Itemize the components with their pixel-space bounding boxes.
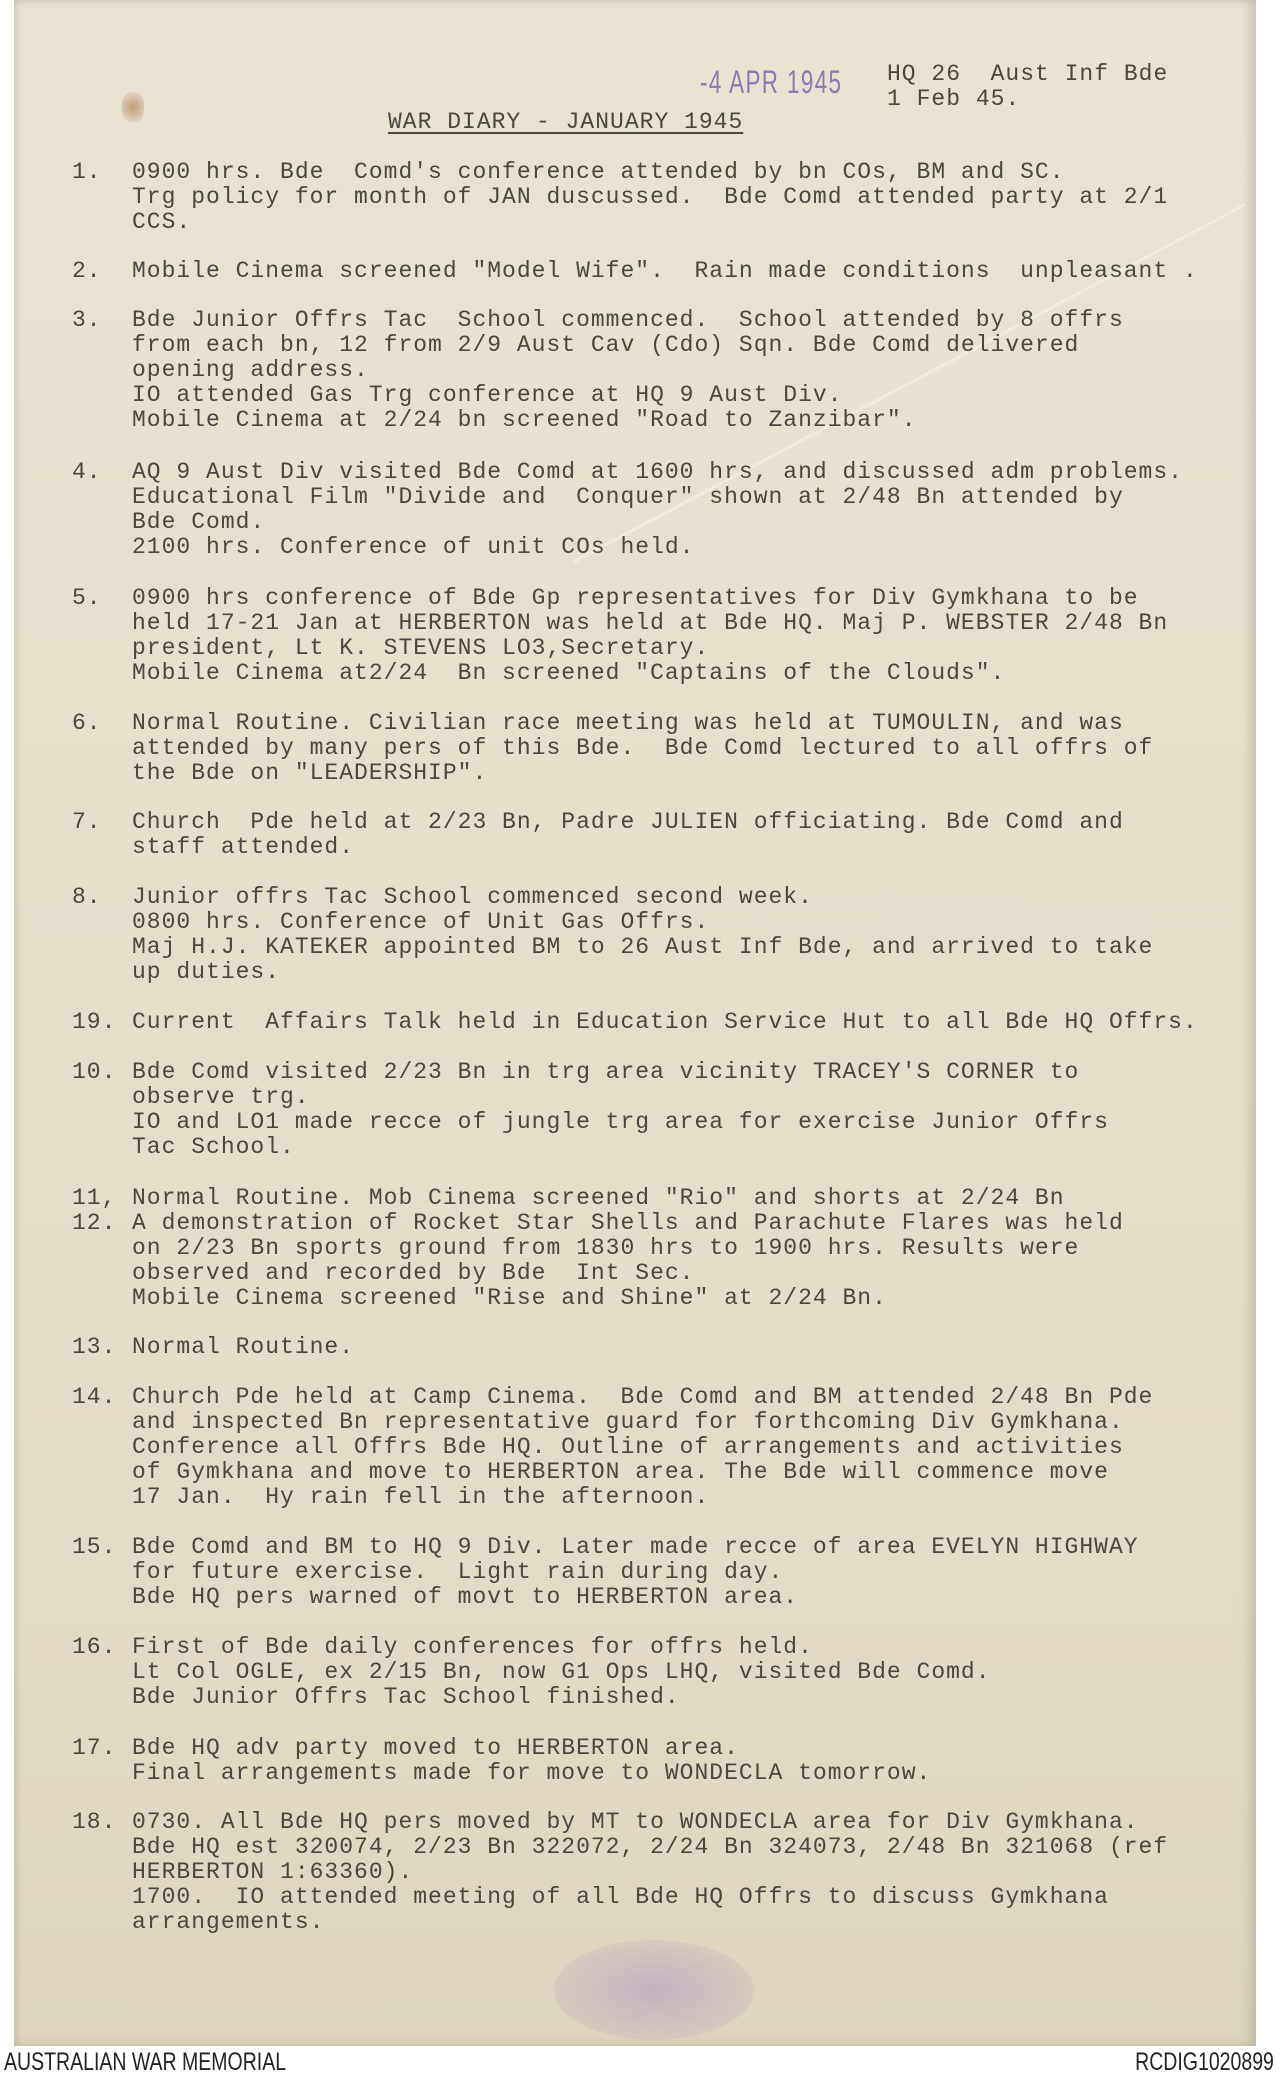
entry-line: HERBERTON 1:63360).: [132, 1859, 414, 1885]
entry-line: 17 Jan. Hy rain fell in the afternoon.: [132, 1484, 710, 1510]
entry-line: Tac School.: [132, 1134, 295, 1160]
entry-line: IO and LO1 made recce of jungle trg area for exercise Junior Offrs: [132, 1109, 1109, 1135]
entry-line: Bde Comd.: [132, 509, 266, 535]
entry-day-number: 18.: [72, 1809, 117, 1835]
entry-line: 2100 hrs. Conference of unit COs held.: [132, 534, 695, 560]
entry-line: CCS.: [132, 209, 192, 235]
entry-day-number: 6.: [72, 710, 102, 736]
entry-line: First of Bde daily conferences for offrs held.: [132, 1634, 813, 1660]
entry-text: [132, 1385, 1153, 1510]
entry-day-number: 17.: [72, 1735, 117, 1761]
entry-day-number: 10.: [72, 1059, 117, 1085]
entry-line: Mobile Cinema screened "Model Wife". Rain made conditions unpleasant .: [132, 258, 1198, 284]
entry-text: [132, 810, 1124, 860]
entry-text: [132, 460, 1183, 560]
entry-line: Bde HQ est 320074, 2/23 Bn 322072, 2/24 Bn 324073, 2/48 Bn 321068 (ref: [132, 1834, 1169, 1860]
entry-day-number: 2.: [72, 258, 102, 284]
entry-text: [132, 1635, 991, 1710]
entry-line: and inspected Bn representative guard for forthcoming Div Gymkhana.: [132, 1409, 1124, 1435]
entry-text: [132, 1211, 1124, 1311]
entry-text: [132, 308, 1124, 433]
entry-text: [132, 1736, 931, 1786]
received-date-stamp: -4 APR 1945: [700, 64, 843, 100]
entry-line: of Gymkhana and move to HERBERTON area. The Bde will commence move: [132, 1459, 1109, 1485]
document-title: WAR DIARY - JANUARY 1945: [388, 109, 744, 135]
entry-day-number: 19.: [72, 1009, 117, 1035]
entry-line: Maj H.J. KATEKER appointed BM to 26 Aust Inf Bde, and arrived to take: [132, 934, 1154, 960]
entry-day-number: 3.: [72, 307, 102, 333]
entry-day-number: 15.: [72, 1534, 117, 1560]
footer-catalogue-id: RCDIG1020899: [1135, 2048, 1274, 2076]
entry-line: from each bn, 12 from 2/9 Aust Cav (Cdo) Sqn. Bde Comd delivered: [132, 332, 1080, 358]
entry-line: AQ 9 Aust Div visited Bde Comd at 1600 hrs, and discussed adm problems.: [132, 459, 1183, 485]
entry-text: [132, 885, 1153, 985]
entry-line: Junior offrs Tac School commenced second week.: [132, 884, 813, 910]
entry-text: [132, 1810, 1168, 1935]
entry-line: staff attended.: [132, 834, 355, 860]
entry-line: on 2/23 Bn sports ground from 1830 hrs to 1900 hrs. Results were: [132, 1235, 1080, 1261]
footer-source: AUSTRALIAN WAR MEMORIAL: [4, 2048, 287, 2076]
entry-line: Educational Film "Divide and Conquer" shown at 2/48 Bn attended by: [132, 484, 1124, 510]
entry-line: observe trg.: [132, 1084, 310, 1110]
entry-line: arrangements.: [132, 1909, 325, 1935]
entry-line: 0900 hrs conference of Bde Gp representatives for Div Gymkhana to be: [132, 585, 1139, 611]
entry-text: [132, 259, 1198, 284]
entry-line: Mobile Cinema screened "Rise and Shine" at 2/24 Bn.: [132, 1285, 887, 1311]
entry-day-number: 5.: [72, 585, 102, 611]
entry-line: Bde Junior Offrs Tac School commenced. School attended by 8 offrs: [132, 307, 1124, 333]
entry-line: held 17-21 Jan at HERBERTON was held at Bde HQ. Maj P. WEBSTER 2/48 Bn: [132, 610, 1169, 636]
entry-line: Church Pde held at Camp Cinema. Bde Comd and BM attended 2/48 Bn Pde: [132, 1384, 1154, 1410]
entry-line: attended by many pers of this Bde. Bde Comd lectured to all offrs of: [132, 735, 1154, 761]
entry-line: 0800 hrs. Conference of Unit Gas Offrs.: [132, 909, 710, 935]
entry-day-number: 14.: [72, 1384, 117, 1410]
entry-line: 0730. All Bde HQ pers moved by MT to WONDECLA area for Div Gymkhana.: [132, 1809, 1139, 1835]
entry-line: Trg policy for month of JAN duscussed. Bde Comd attended party at 2/1: [132, 184, 1169, 210]
entry-line: Bde HQ pers warned of movt to HERBERTON area.: [132, 1584, 799, 1610]
entry-day-number: 11,: [72, 1185, 117, 1211]
entry-line: Bde Junior Offrs Tac School finished.: [132, 1684, 680, 1710]
entry-line: A demonstration of Rocket Star Shells and Parachute Flares was held: [132, 1210, 1124, 1236]
entry-line: up duties.: [132, 959, 281, 985]
entry-line: Normal Routine. Civilian race meeting was held at TUMOULIN, and was: [132, 710, 1124, 736]
entry-line: Mobile Cinema at 2/24 bn screened "Road to Zanzibar".: [132, 407, 917, 433]
entry-line: for future exercise. Light rain during day.: [132, 1559, 784, 1585]
entry-text: [132, 160, 1168, 235]
entry-line: Lt Col OGLE, ex 2/15 Bn, now G1 Ops LHQ, visited Bde Comd.: [132, 1659, 991, 1685]
entry-day-number: 7.: [72, 809, 102, 835]
entry-text: [132, 586, 1168, 686]
entry-line: observed and recorded by Bde Int Sec.: [132, 1260, 695, 1286]
rust-mark: [122, 92, 144, 122]
entry-line: IO attended Gas Trg conference at HQ 9 Aust Div.: [132, 382, 843, 408]
entry-text: [132, 1010, 1198, 1035]
entry-line: opening address.: [132, 357, 369, 383]
entry-day-number: 13.: [72, 1334, 117, 1360]
entry-line: Bde Comd and BM to HQ 9 Div. Later made recce of area EVELYN HIGHWAY: [132, 1534, 1139, 1560]
entry-text: [132, 711, 1153, 786]
ink-stamp-smudge: [554, 1940, 754, 2040]
entry-day-number: 8.: [72, 884, 102, 910]
entry-line: Church Pde held at 2/23 Bn, Padre JULIEN officiating. Bde Comd and: [132, 809, 1124, 835]
entry-line: Current Affairs Talk held in Education Service Hut to all Bde HQ Offrs.: [132, 1009, 1198, 1035]
entry-day-number: 16.: [72, 1634, 117, 1660]
entry-text: [132, 1186, 1065, 1211]
entry-line: Final arrangements made for move to WONDECLA tomorrow.: [132, 1760, 932, 1786]
entry-line: Bde Comd visited 2/23 Bn in trg area vicinity TRACEY'S CORNER to: [132, 1059, 1080, 1085]
entry-line: the Bde on "LEADERSHIP".: [132, 760, 488, 786]
entry-day-number: 4.: [72, 459, 102, 485]
entry-day-number: 12.: [72, 1210, 117, 1236]
entry-text: [132, 1335, 354, 1360]
entry-line: Normal Routine. Mob Cinema screened "Rio" and shorts at 2/24 Bn: [132, 1185, 1065, 1211]
entry-text: [132, 1535, 1139, 1610]
entry-line: Normal Routine.: [132, 1334, 355, 1360]
entry-line: 0900 hrs. Bde Comd's conference attended by bn COs, BM and SC.: [132, 159, 1065, 185]
entry-line: 1700. IO attended meeting of all Bde HQ Offrs to discuss Gymkhana: [132, 1884, 1109, 1910]
unit-heading: HQ 26 Aust Inf Bde: [887, 61, 1169, 87]
entry-line: Conference all Offrs Bde HQ. Outline of arrangements and activities: [132, 1434, 1124, 1460]
entry-line: Bde HQ adv party moved to HERBERTON area.: [132, 1735, 739, 1761]
entry-day-number: 1.: [72, 159, 102, 185]
entry-text: [132, 1060, 1109, 1160]
entry-line: president, Lt K. STEVENS LO3,Secretary.: [132, 635, 710, 661]
entry-line: Mobile Cinema at2/24 Bn screened "Captains of the Clouds".: [132, 660, 1006, 686]
document-date: 1 Feb 45.: [887, 86, 1021, 112]
